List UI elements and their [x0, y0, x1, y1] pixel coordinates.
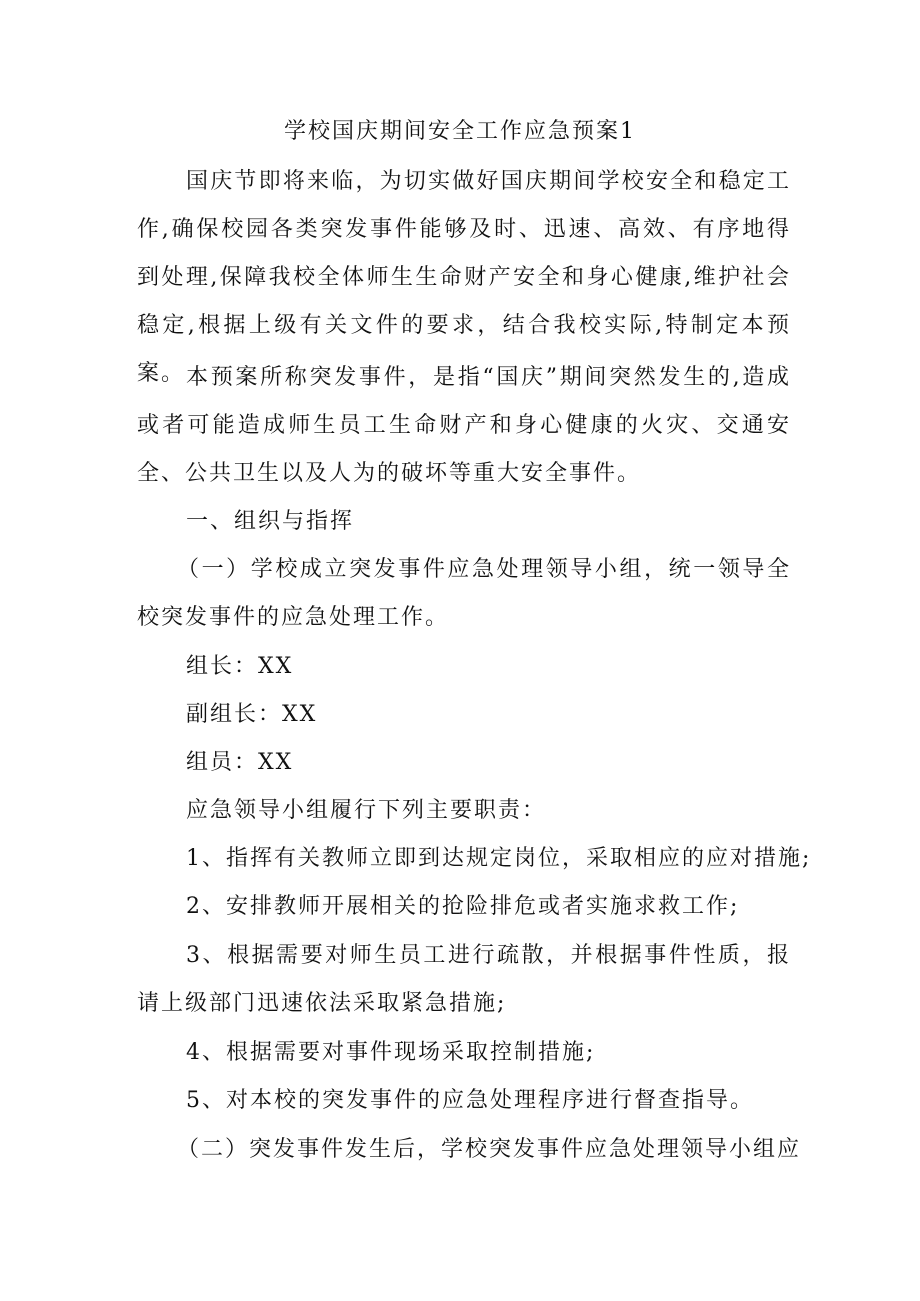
document-title: 学校国庆期间安全工作应急预案1	[284, 119, 636, 144]
duty-item-4: 4、根据需要对事件现场采取控制措施;	[186, 1040, 596, 1065]
subsection-1-paragraph: （一）学校成立突发事件应急处理领导小组，统一领导全校突发事件的应急处理工作。	[137, 557, 791, 630]
duty-item-2: 2、安排教师开展相关的抢险排危或者实施求救工作;	[186, 894, 740, 919]
subsection-2-paragraph: （二）突发事件发生后，学校突发事件应急处理领导小组应	[177, 1137, 802, 1162]
deputy-leader-line: 副组长：XX	[186, 702, 318, 727]
duty-item-1: 1、指挥有关教师立即到达规定岗位，采取相应的应对措施;	[186, 846, 812, 871]
duties-intro-line: 应急领导小组履行下列主要职责：	[186, 798, 547, 823]
leader-line: 组长：XX	[186, 654, 294, 679]
members-line: 组员：XX	[186, 750, 294, 775]
intro-paragraph: 国庆节即将来临，为切实做好国庆期间学校安全和稳定工作,确保校园各类突发事件能够及时、迅速、高效、有序地得到处理,保障我校全体师生生命财产安全和身心健康,维护社会稳定,根据上级有关文件的要求，结合我校实际,特制定本预案。	[137, 169, 791, 386]
section-heading: 一、组织与指挥	[186, 509, 355, 534]
definition-paragraph: 本预案所称突发事件，是指“国庆”期间突然发生的,造成或者可能造成师生员工生命财产和身心健康的火灾、交通安全、公共卫生以及人为的破坏等重大安全事件。	[137, 365, 791, 486]
duty-item-3: 3、根据需要对师生员工进行疏散，并根据事件性质，报请上级部门迅速依法采取紧急措施;	[137, 943, 791, 1016]
duty-item-5: 5、对本校的突发事件的应急处理程序进行督查指导。	[186, 1088, 754, 1113]
